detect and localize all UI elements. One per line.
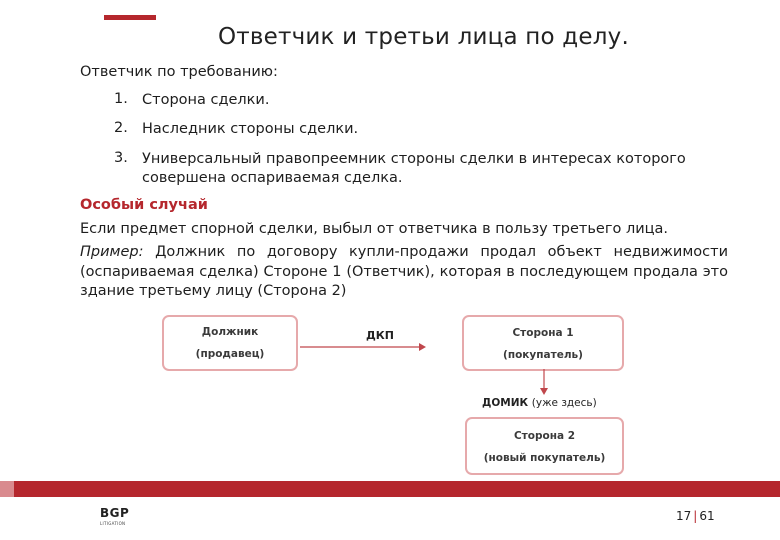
debtor-box: [162, 315, 298, 371]
example-paragraph: [80, 243, 728, 302]
list-item-text: Наследник стороны сделки.: [142, 121, 359, 137]
example-text: Должник по договору купли-продажи продал объект недвижимости (оспариваемая сделка) Стороне 1 (Ответчик), которая в последующем продала это здание третьему лицу (Сторона 2): [80, 244, 729, 299]
slide-title: Ответчик и третьи лица по делу.: [218, 24, 629, 50]
logo-text: BGP: [100, 506, 130, 520]
side2-role-label: (новый покупатель): [483, 452, 606, 464]
example-label: Пример:: [80, 244, 144, 260]
footer-bar-accent: [0, 481, 14, 497]
page-total: 61: [699, 509, 715, 523]
domik-label: [482, 397, 597, 409]
footer-bar: [0, 481, 780, 497]
dkp-label: ДКП: [366, 329, 394, 342]
list-item-text-line1: Универсальный правопреемник стороны сделки в интересах которого: [142, 151, 686, 167]
title-accent-bar: [104, 15, 156, 20]
domik-title: ДОМИК: [482, 397, 529, 409]
side1-box: [462, 315, 624, 371]
list-item-number: 3.: [114, 150, 128, 166]
debtor-role-label: (продавец): [195, 348, 265, 360]
debtor-label: Должник: [201, 326, 259, 338]
side2-label: Сторона 2: [513, 430, 576, 442]
list-item-text: Сторона сделки.: [142, 92, 270, 108]
page-number: [676, 509, 715, 523]
list-item-number: 2.: [114, 120, 128, 136]
page-current: 17: [676, 509, 692, 523]
special-case-heading: Особый случай: [80, 197, 208, 213]
arrow-right-icon: [300, 340, 428, 354]
logo-subtext: LITIGATION: [100, 521, 126, 526]
side1-label: Сторона 1: [512, 327, 574, 339]
company-logo: [100, 506, 129, 526]
list-item-number: 1.: [114, 91, 128, 107]
domik-note: (уже здесь): [531, 397, 597, 409]
side1-role-label: (покупатель): [503, 349, 583, 361]
intro-text: Ответчик по требованию:: [80, 64, 278, 80]
special-case-text: Если предмет спорной сделки, выбыл от ответчика в пользу третьего лица.: [80, 221, 669, 237]
list-item-text-line2: совершена оспариваемая сделка.: [142, 170, 403, 186]
arrow-down-icon: [537, 369, 551, 397]
side2-box: [465, 417, 624, 475]
page-separator: |: [693, 509, 698, 523]
